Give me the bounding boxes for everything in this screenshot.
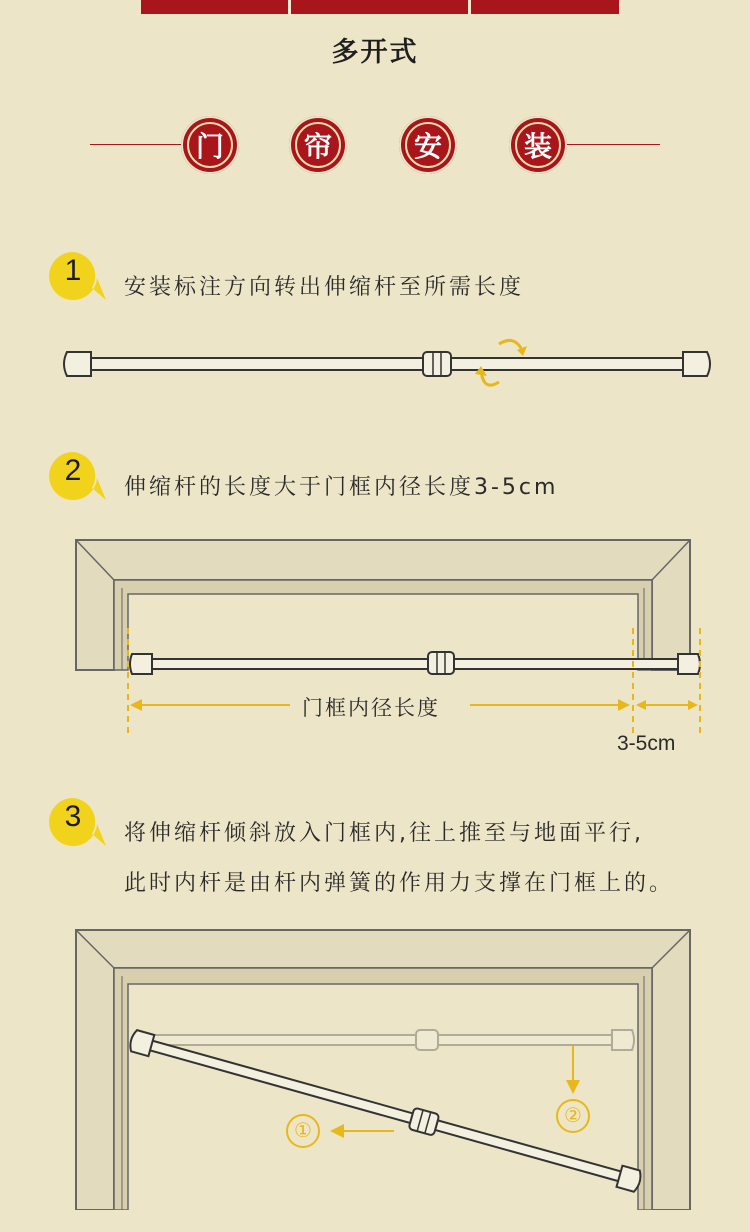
top-banner-strip [141, 0, 619, 14]
banner-divider [468, 0, 471, 14]
heading-char-4: 装 [509, 116, 567, 174]
marker-2: ② [564, 1103, 582, 1127]
heading-char-3: 安 [399, 116, 457, 174]
extra-length-label: 3-5cm [617, 732, 676, 755]
rod-diagram-1 [55, 330, 725, 400]
step-badge-3: 3 [48, 796, 108, 856]
step-1-text: 安装标注方向转出伸缩杆至所需长度 [124, 275, 525, 300]
heading-rule-right [566, 144, 660, 145]
heading-char-2: 帘 [289, 116, 347, 174]
door-frame-diagram-3 [0, 920, 750, 1210]
heading-rule-left [90, 144, 185, 145]
step-2-text: 伸缩杆的长度大于门框内径长度3-5cm [124, 475, 559, 500]
arrow-down-icon [566, 1046, 580, 1094]
step-badge-2: 2 [48, 450, 108, 510]
arrow-left-icon [330, 1124, 394, 1138]
page-title: 多开式 [331, 37, 419, 68]
banner-divider [288, 0, 291, 14]
inner-width-label: 门框内径长度 [296, 692, 446, 722]
step-badge-1: 1 [48, 250, 108, 310]
heading-char-1: 门 [181, 116, 239, 174]
marker-1: ① [294, 1118, 312, 1142]
step-3-text-line-2: 此时内杆是由杆内弹簧的作用力支撑在门框上的。 [124, 871, 675, 896]
step-3-text-line-1: 将伸缩杆倾斜放入门框内,往上推至与地面平行, [124, 821, 644, 846]
